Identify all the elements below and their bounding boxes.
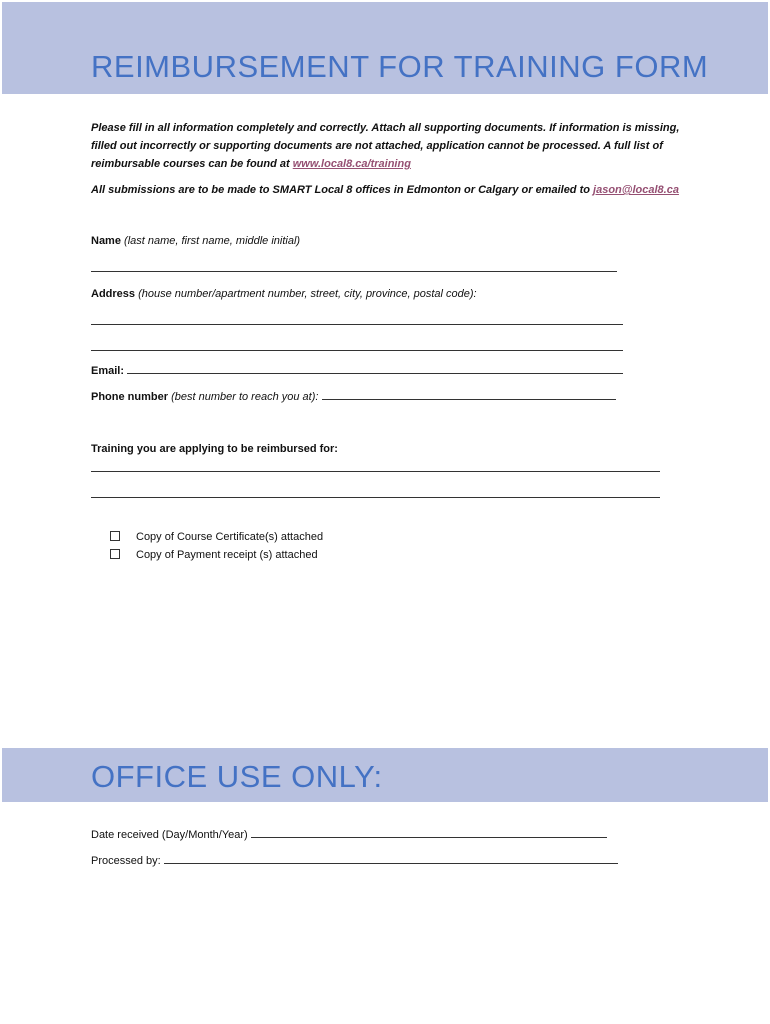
training-link[interactable]: www.local8.ca/training — [292, 158, 411, 170]
date-received-field — [91, 826, 607, 844]
address-field-label — [91, 285, 477, 303]
date-received-label: Date received (Day/Month/Year) — [91, 829, 248, 841]
name-label: Name — [91, 235, 121, 247]
training-label: Training you are applying to be reimbursed for: — [91, 443, 338, 455]
address-label: Address — [91, 288, 136, 300]
processed-by-input-line[interactable] — [164, 854, 618, 864]
training-input-line-1[interactable] — [91, 471, 660, 472]
office-title: OFFICE USE ONLY: — [91, 759, 383, 794]
phone-input-line[interactable] — [322, 390, 616, 400]
name-field-label — [91, 232, 300, 250]
address-hint: (house number/apartment number, street, city, province, postal code): — [138, 288, 477, 300]
name-hint: (last name, first name, middle initial) — [124, 235, 301, 247]
email-field — [91, 362, 623, 380]
checklist-item-certificate — [110, 528, 323, 546]
header-band — [2, 2, 768, 94]
certificate-label: Copy of Course Certificate(s) attached — [136, 531, 324, 543]
instructions-paragraph — [91, 119, 691, 173]
submission-text: All submissions are to be made to SMART Local 8 offices in Edmonton or Calgary or emailed to — [91, 184, 594, 196]
email-label: Email: — [91, 365, 125, 377]
processed-by-field — [91, 852, 618, 870]
submission-paragraph — [91, 181, 679, 199]
receipt-label: Copy of Payment receipt (s) attached — [136, 549, 318, 561]
phone-field — [91, 388, 616, 406]
processed-by-label: Processed by: — [91, 855, 161, 867]
phone-hint: (best number to reach you at): — [171, 391, 319, 403]
email-input-line[interactable] — [127, 364, 623, 374]
name-input-line[interactable] — [91, 271, 617, 272]
form-title: REIMBURSEMENT FOR TRAINING FORM — [91, 49, 709, 84]
phone-label: Phone number — [91, 391, 169, 403]
date-received-input-line[interactable] — [251, 828, 607, 838]
office-band — [2, 748, 768, 802]
certificate-checkbox[interactable] — [110, 531, 120, 541]
instructions-text: Please fill in all information completely and correctly. Attach all supporting documents. If information is missing, filled out incorrectly or supporting documents are not attached, application cannot be processed. A full list of reimbursable courses can be found at — [91, 122, 680, 170]
address-input-line-2[interactable] — [91, 350, 623, 351]
email-link[interactable]: jason@local8.ca — [593, 184, 679, 196]
receipt-checkbox[interactable] — [110, 549, 120, 559]
checklist-item-receipt — [110, 546, 318, 564]
training-input-line-2[interactable] — [91, 497, 660, 498]
address-input-line-1[interactable] — [91, 324, 623, 325]
